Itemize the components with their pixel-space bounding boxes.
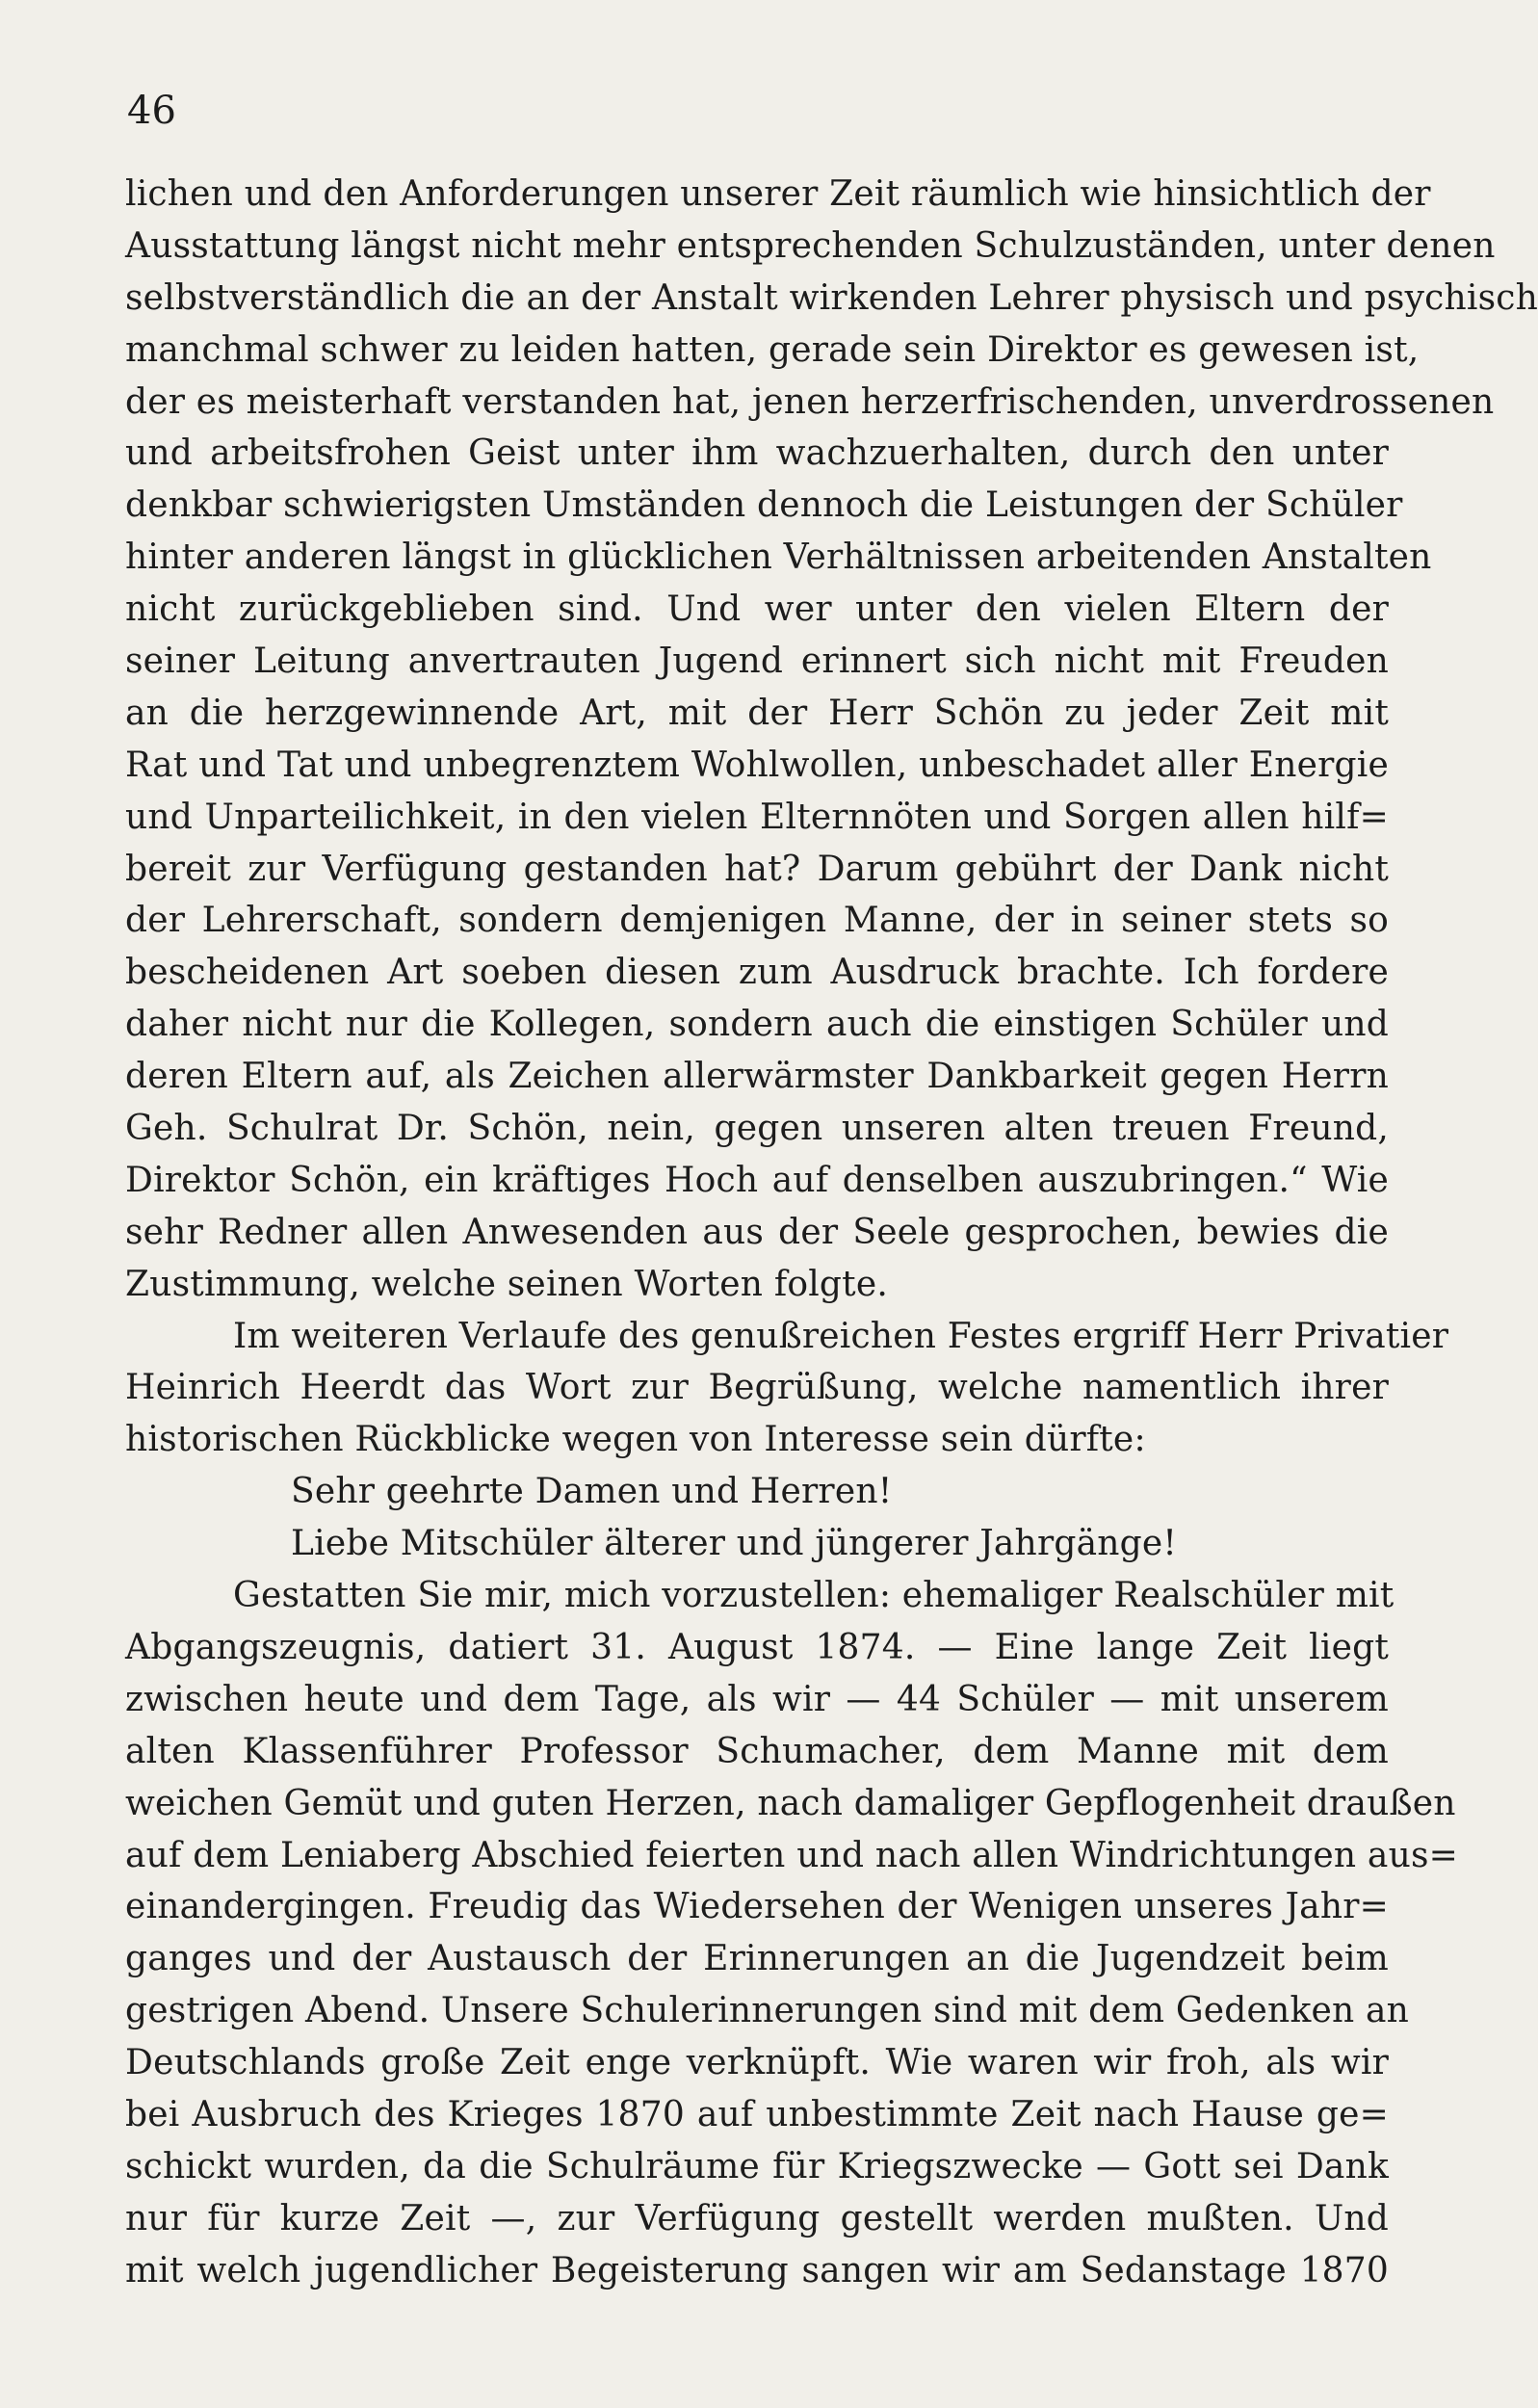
paragraph-start-line: Im weiteren Verlaufe des genußreichen Festes ergriff Herr Privatier (233, 1316, 1449, 1356)
text-line: der Lehrerschaft, sondern demjenigen Manne, der in seiner stets so (125, 901, 1389, 941)
text-line: Heinrich Heerdt das Wort zur Begrüßung, welche namentlich ihrer (125, 1368, 1389, 1408)
text-line: gestrigen Abend. Unsere Schulerinnerungen sind mit dem Gedenken an (125, 1991, 1410, 2031)
text-line: selbstverständlich die an der Anstalt wirkenden Lehrer physisch und psychisch (125, 277, 1538, 318)
text-line: bei Ausbruch des Krieges 1870 auf unbestimmte Zeit nach Hause ge= (125, 2094, 1389, 2134)
text-line: Abgangszeugnis, datiert 31. August 1874. — Eine lange Zeit liegt (125, 1627, 1389, 1667)
text-line: alten Klassenführer Professor Schumacher, dem Manne mit dem (125, 1731, 1389, 1771)
text-line: nicht zurückgeblieben sind. Und wer unter den vielen Eltern der (125, 589, 1389, 630)
text-line: schickt wurden, da die Schulräume für Kriegszwecke — Gott sei Dank (125, 2146, 1389, 2186)
text-line: nur für kurze Zeit —, zur Verfügung gestellt werden mußten. Und (125, 2198, 1389, 2238)
text-line: Rat und Tat und unbegrenztem Wohlwollen, unbeschadet aller Energie (125, 745, 1389, 785)
text-line: Deutschlands große Zeit enge verknüpft. Wie waren wir froh, als wir (125, 2043, 1389, 2083)
salutation-line: Liebe Mitschüler älterer und jüngerer Jahrgänge! (291, 1524, 1178, 1564)
text-line: weichen Gemüt und guten Herzen, nach damaliger Gepflogenheit draußen (125, 1783, 1456, 1823)
text-line: auf dem Leniaberg Abschied feierten und nach allen Windrichtungen aus= (125, 1835, 1459, 1875)
text-line: lichen und den Anforderungen unserer Zeit räumlich wie hinsichtlich der (125, 174, 1431, 214)
page-number: 46 (127, 89, 176, 133)
text-line: sehr Redner allen Anwesenden aus der Seele gesprochen, bewies die (125, 1212, 1389, 1252)
salutation-line: Sehr geehrte Damen und Herren! (291, 1472, 893, 1512)
paragraph-end-line: Zustimmung, welche seinen Worten folgte. (125, 1264, 888, 1304)
paragraph-start-line: Gestatten Sie mir, mich vorzustellen: ehemaliger Realschüler mit (233, 1576, 1395, 1616)
text-line: Geh. Schulrat Dr. Schön, nein, gegen unseren alten treuen Freund, (125, 1109, 1389, 1149)
paragraph-end-line: historischen Rückblicke wegen von Interesse sein dürfte: (125, 1420, 1146, 1460)
text-line: hinter anderen längst in glücklichen Verhältnissen arbeitenden Anstalten (125, 537, 1432, 578)
text-line: zwischen heute und dem Tage, als wir — 44 Schüler — mit unserem (125, 1679, 1389, 1719)
text-line: an die herzgewinnende Art, mit der Herr Schön zu jeder Zeit mit (125, 693, 1389, 733)
text-line: einandergingen. Freudig das Wiedersehen der Wenigen unseres Jahr= (125, 1887, 1389, 1927)
body-text (125, 169, 1538, 2297)
text-line: und Unparteilichkeit, in den vielen Elternnöten und Sorgen allen hilf= (125, 797, 1389, 837)
text-line: seiner Leitung anvertrauten Jugend erinnert sich nicht mit Freuden (125, 641, 1389, 682)
text-line: manchmal schwer zu leiden hatten, gerade sein Direktor es gewesen ist, (125, 329, 1420, 370)
text-line: der es meisterhaft verstanden hat, jenen herzerfrischenden, unverdrossenen (125, 381, 1495, 422)
text-line: und arbeitsfrohen Geist unter ihm wachzuerhalten, durch den unter (125, 433, 1389, 474)
text-line: bereit zur Verfügung gestanden hat? Darum gebührt der Dank nicht (125, 849, 1389, 889)
text-line: ganges und der Austausch der Erinnerungen an die Jugendzeit beim (125, 1939, 1389, 1979)
text-line: daher nicht nur die Kollegen, sondern auch die einstigen Schüler und (125, 1005, 1389, 1045)
text-line: denkbar schwierigsten Umständen dennoch die Leistungen der Schüler (125, 485, 1403, 526)
text-line: Ausstattung längst nicht mehr entsprechenden Schulzuständen, unter denen (125, 225, 1496, 266)
text-line: mit welch jugendlicher Begeisterung sangen wir am Sedanstage 1870 (125, 2250, 1389, 2290)
text-line: Direktor Schön, ein kräftiges Hoch auf denselben auszubringen.“ Wie (125, 1160, 1389, 1200)
text-line: deren Eltern auf, als Zeichen allerwärmster Dankbarkeit gegen Herrn (125, 1057, 1389, 1097)
text-line: bescheidenen Art soeben diesen zum Ausdruck brachte. Ich fordere (125, 953, 1389, 993)
